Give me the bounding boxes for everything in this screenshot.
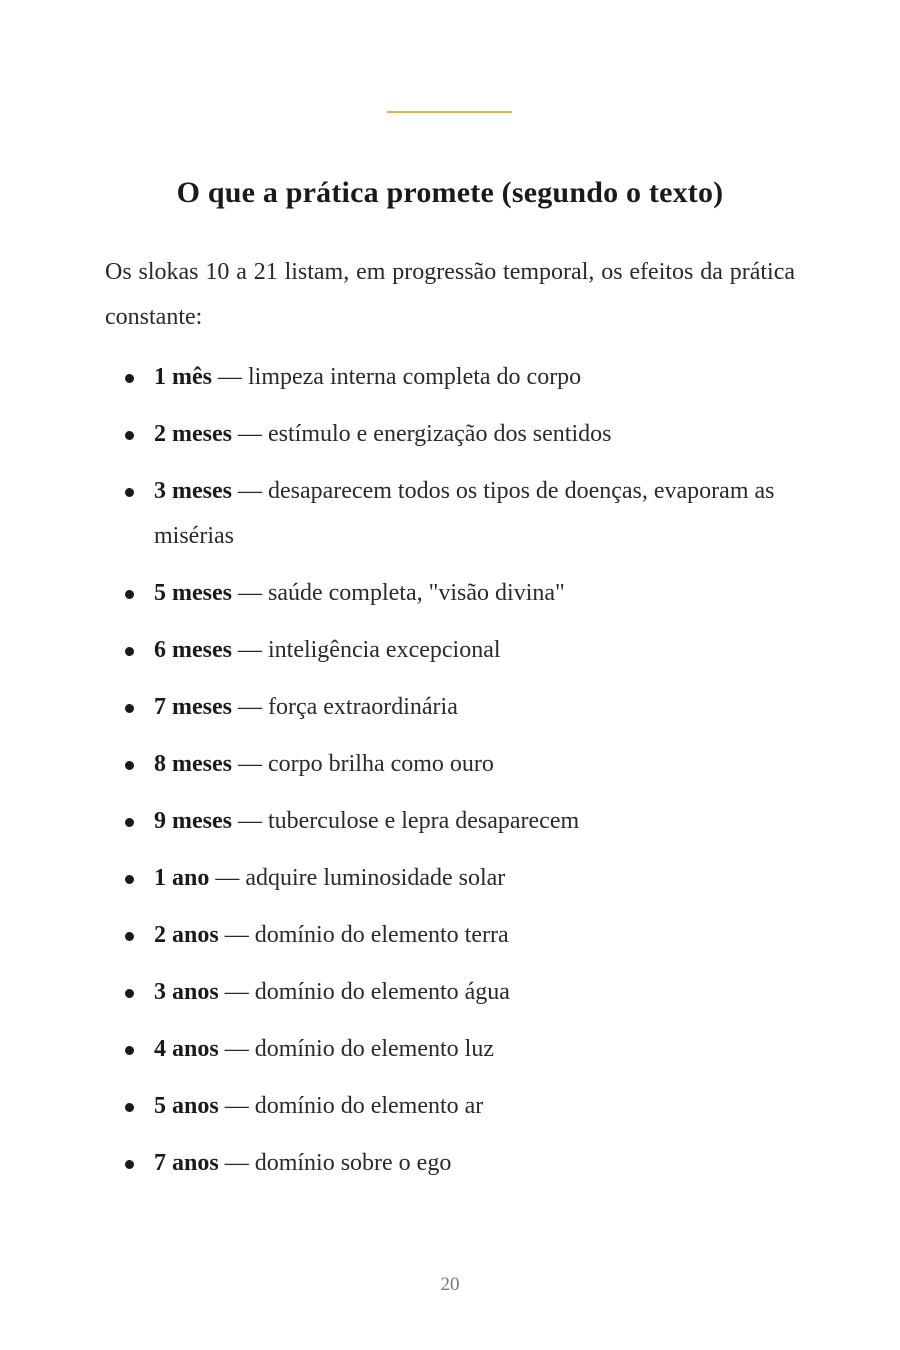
item-text: — desaparecem todos os tipos de doenças, evaporam as misérias bbox=[154, 478, 775, 549]
list-item bbox=[0, 571, 900, 616]
list-item bbox=[0, 913, 900, 958]
bullet-icon bbox=[125, 932, 134, 941]
bullet-icon bbox=[125, 488, 134, 497]
item-term: 3 meses bbox=[154, 478, 232, 504]
bullet-icon bbox=[125, 374, 134, 383]
item-term: 5 meses bbox=[154, 580, 232, 606]
item-text: — domínio do elemento ar bbox=[218, 1093, 484, 1119]
item-term: 2 meses bbox=[154, 421, 232, 447]
item-text: — estímulo e energização dos sentidos bbox=[231, 421, 612, 447]
bullet-icon bbox=[125, 1046, 134, 1055]
bullet-icon bbox=[125, 761, 134, 770]
intro-paragraph: Os slokas 10 a 21 listam, em progressão temporal, os efeitos da prática constante: bbox=[105, 259, 795, 330]
item-term: 7 meses bbox=[154, 694, 232, 720]
item-term: 6 meses bbox=[154, 637, 232, 663]
list-item bbox=[0, 1027, 900, 1072]
item-term: 4 anos bbox=[154, 1036, 219, 1062]
bullet-icon bbox=[125, 647, 134, 656]
ornamental-divider bbox=[387, 111, 512, 113]
item-term: 7 anos bbox=[154, 1150, 219, 1176]
item-text: — domínio do elemento terra bbox=[218, 922, 509, 948]
item-text: — corpo brilha como ouro bbox=[231, 751, 494, 777]
bullet-icon bbox=[125, 818, 134, 827]
effects-list bbox=[0, 355, 900, 1198]
list-item bbox=[0, 742, 900, 787]
list-item bbox=[0, 685, 900, 730]
item-term: 1 mês bbox=[154, 364, 212, 390]
list-item bbox=[0, 469, 900, 559]
bullet-icon bbox=[125, 1103, 134, 1112]
list-item bbox=[0, 1084, 900, 1129]
item-text: — saúde completa, "visão divina" bbox=[231, 580, 565, 606]
bullet-icon bbox=[125, 431, 134, 440]
item-term: 8 meses bbox=[154, 751, 232, 777]
bullet-icon bbox=[125, 989, 134, 998]
list-item bbox=[0, 1141, 900, 1186]
page-number: 20 bbox=[440, 1274, 460, 1295]
item-text: — adquire luminosidade solar bbox=[209, 865, 506, 891]
item-text: — domínio do elemento água bbox=[218, 979, 510, 1005]
list-item bbox=[0, 355, 900, 400]
list-item bbox=[0, 799, 900, 844]
item-text: — tuberculose e lepra desaparecem bbox=[231, 808, 580, 834]
item-text: — domínio do elemento luz bbox=[218, 1036, 494, 1062]
bullet-icon bbox=[125, 590, 134, 599]
list-item bbox=[0, 856, 900, 901]
list-item bbox=[0, 970, 900, 1015]
list-item bbox=[0, 412, 900, 457]
item-text: — limpeza interna completa do corpo bbox=[211, 364, 582, 390]
item-text: — força extraordinária bbox=[231, 694, 458, 720]
bullet-icon bbox=[125, 704, 134, 713]
item-term: 1 ano bbox=[154, 865, 210, 891]
list-item bbox=[0, 628, 900, 673]
bullet-icon bbox=[125, 875, 134, 884]
bullet-icon bbox=[125, 1160, 134, 1169]
item-term: 3 anos bbox=[154, 979, 219, 1005]
section-title: O que a prática promete (segundo o texto) bbox=[176, 176, 724, 209]
item-term: 2 anos bbox=[154, 922, 219, 948]
item-text: — domínio sobre o ego bbox=[218, 1150, 452, 1176]
item-term: 5 anos bbox=[154, 1093, 219, 1119]
item-text: — inteligência excepcional bbox=[231, 637, 501, 663]
item-term: 9 meses bbox=[154, 808, 232, 834]
